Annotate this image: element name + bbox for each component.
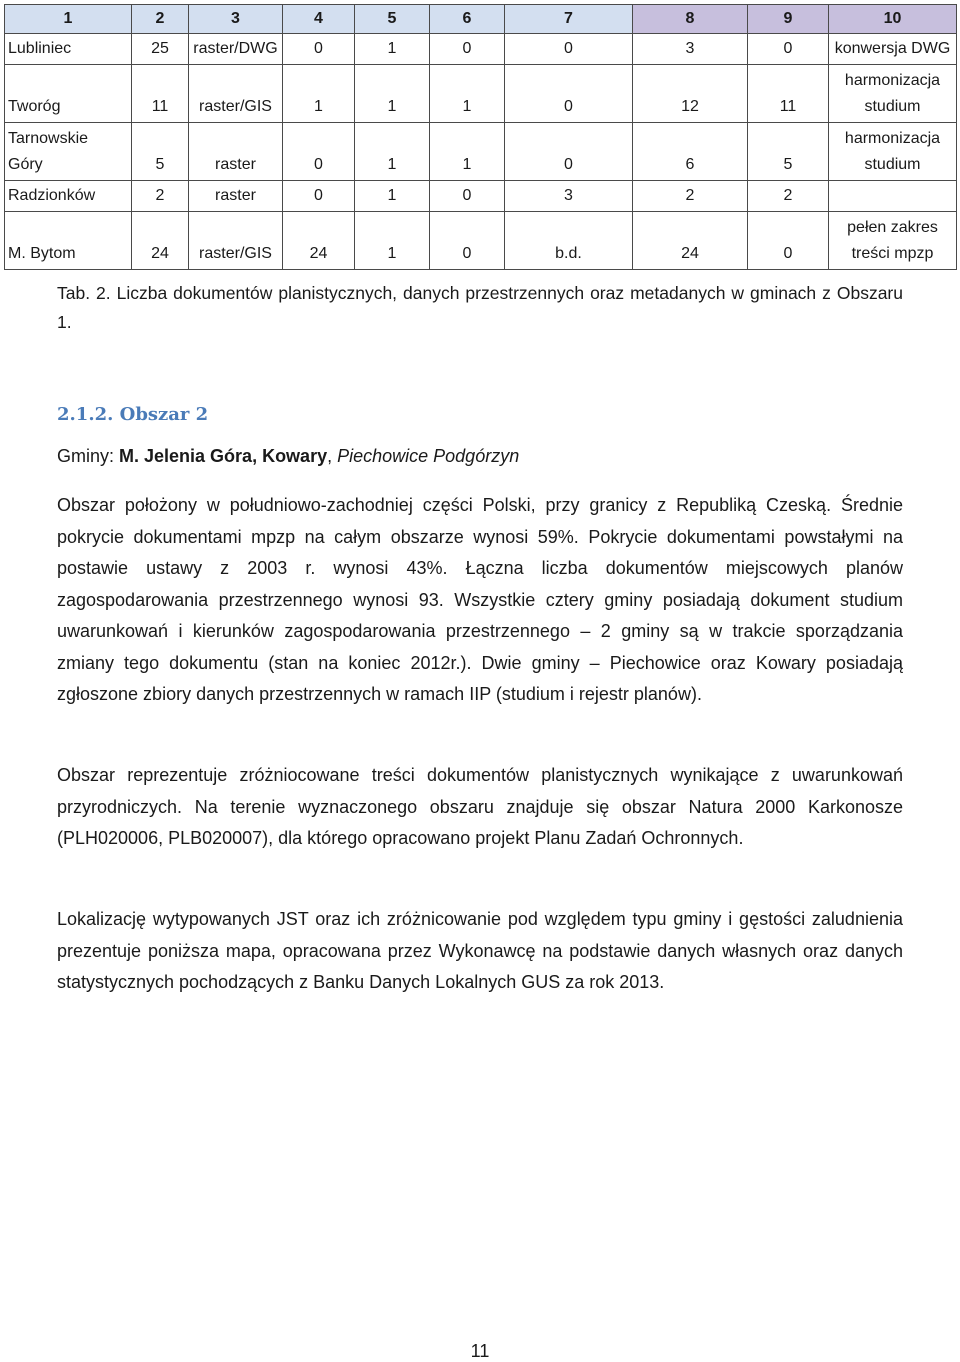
- table-cell: 1: [283, 65, 355, 123]
- table-cell: 11: [132, 65, 189, 123]
- gminy-sep: ,: [327, 446, 338, 466]
- table-row: [5, 34, 957, 65]
- table-cell: 5: [132, 123, 189, 181]
- gminy-prefix: Gminy:: [57, 446, 120, 466]
- table-cell: 3: [633, 34, 748, 65]
- table-cell: 24: [283, 212, 355, 270]
- header-cell: 3: [189, 5, 283, 34]
- table-cell: 0: [430, 181, 505, 212]
- table-cell: 5: [748, 123, 829, 181]
- cell-line: studium: [864, 156, 921, 173]
- header-cell: 1: [5, 5, 132, 34]
- paragraph-text: Obszar położony w południowo-zachodniej części Polski, przy granicy z Republiką Czeską. Średnie pokrycie dokumentami mpzp na całym obszarze wynosi 59%. Pokrycie dokumentami powstałymi na postawie ustawy z 2003 r. wynosi 43%. Łączna liczba dokumentów miejscowych planów zagospodarowania przestrzennego wynosi 93. Wszystkie cztery gminy posiadają dokument studium uwarunkowań i kierunków zagospodarowania przestrzennego – 2 gminy są w trakcie sporządzania zmiany tego dokumentu (stan na koniec 2012r.). Dwie gminy – Piechowice oraz Kowary posiadają zgłoszone zbiory danych przestrzennych w ramach IIP (studium i rejestr planów).: [57, 495, 903, 704]
- municipalities-line: [57, 443, 903, 469]
- table-cell: 0: [283, 181, 355, 212]
- table-cell: 1: [430, 65, 505, 123]
- gminy-italic: Piechowice Podgórzyn: [337, 446, 520, 466]
- header-cell: 5: [355, 5, 430, 34]
- table-cell: 1: [355, 34, 430, 65]
- header-cell: 10: [829, 5, 957, 34]
- table-cell: 12: [633, 65, 748, 123]
- header-cell: 4: [283, 5, 355, 34]
- table-cell: 0: [748, 212, 829, 270]
- cell-line: Góry: [8, 156, 43, 173]
- table-cell: 0: [430, 34, 505, 65]
- cell-line: harmonizacja: [844, 72, 941, 89]
- table-row: [5, 181, 957, 212]
- table-cell: raster/GIS: [189, 65, 283, 123]
- table-cell: 0: [505, 123, 633, 181]
- header-cell: 9: [748, 5, 829, 34]
- table-cell: [5, 123, 132, 181]
- table-cell: 2: [633, 181, 748, 212]
- table-cell: 0: [505, 34, 633, 65]
- table-header-row: [5, 5, 957, 34]
- table-cell: 0: [430, 212, 505, 270]
- table-cell: 0: [283, 123, 355, 181]
- cell-line: harmonizacja: [844, 130, 941, 147]
- table-cell: 25: [132, 34, 189, 65]
- table-cell: 0: [505, 65, 633, 123]
- table-cell: raster/DWG: [189, 34, 283, 65]
- table-cell: [829, 34, 957, 65]
- table-cell: [829, 212, 957, 270]
- section-heading: 2.1.2. Obszar 2: [57, 404, 209, 425]
- cell-line: Tarnowskie: [8, 130, 89, 147]
- header-cell: 7: [505, 5, 633, 34]
- table-row: [5, 65, 957, 123]
- body-paragraph: [57, 760, 903, 855]
- table-cell: [829, 65, 957, 123]
- table-cell: 0: [748, 34, 829, 65]
- cell-line: studium: [864, 98, 921, 115]
- cell-line: konwersja DWG: [834, 40, 951, 57]
- table-cell: raster: [189, 181, 283, 212]
- table-cell: raster/GIS: [189, 212, 283, 270]
- paragraph-text: Obszar reprezentuje zróżniocowane treści dokumentów planistycznych wynikające z uwarunkowań przyrodniczych. Na terenie wyznaczonego obszaru znajduje się obszar Natura 2000 Karkonosze (PLH020006, PLB020007), dla którego opracowano projekt Planu Zadań Ochronnych.: [57, 765, 903, 848]
- body-paragraph: [57, 904, 903, 999]
- page-number: 11: [470, 1341, 490, 1361]
- table-cell: Lubliniec: [5, 34, 132, 65]
- table-row: [5, 212, 957, 270]
- table-cell: Radzionków: [5, 181, 132, 212]
- header-cell: 8: [633, 5, 748, 34]
- table-cell: 1: [355, 65, 430, 123]
- gminy-bold: M. Jelenia Góra, Kowary: [119, 446, 328, 466]
- table-row: [5, 123, 957, 181]
- paragraph-text: Lokalizację wytypowanych JST oraz ich zróżnicowanie pod względem typu gminy i gęstości zaludnienia prezentuje poniższa mapa, opracowana przez Wykonawcę na podstawie danych własnych oraz danych statystycznych pochodzących z Banku Danych Lokalnych GUS za rok 2013.: [57, 909, 903, 992]
- header-cell: 6: [430, 5, 505, 34]
- table-cell: 24: [132, 212, 189, 270]
- table-caption: Tab. 2. Liczba dokumentów planistycznych, danych przestrzennych oraz metadanych w gminach z Obszaru 1.: [57, 283, 903, 332]
- table-cell: raster: [189, 123, 283, 181]
- table-cell: 1: [355, 123, 430, 181]
- table-cell: 11: [748, 65, 829, 123]
- table-cell: 0: [283, 34, 355, 65]
- table-cell: 3: [505, 181, 633, 212]
- cell-line: treści mpzp: [851, 245, 934, 262]
- header-cell: 2: [132, 5, 189, 34]
- table-cell: 1: [355, 181, 430, 212]
- planning-documents-table: [4, 4, 957, 270]
- cell-line: pełen zakres: [847, 219, 938, 236]
- table-cell: b.d.: [505, 212, 633, 270]
- table-cell: [829, 123, 957, 181]
- table-cell: 6: [633, 123, 748, 181]
- table-cell: 1: [430, 123, 505, 181]
- body-paragraph: [57, 490, 903, 711]
- table-cell: 1: [355, 212, 430, 270]
- table-cell: M. Bytom: [5, 212, 132, 270]
- table-cell: 2: [132, 181, 189, 212]
- table-cell: Tworóg: [5, 65, 132, 123]
- table-cell: 24: [633, 212, 748, 270]
- table-cell: [829, 181, 957, 212]
- table-cell: 2: [748, 181, 829, 212]
